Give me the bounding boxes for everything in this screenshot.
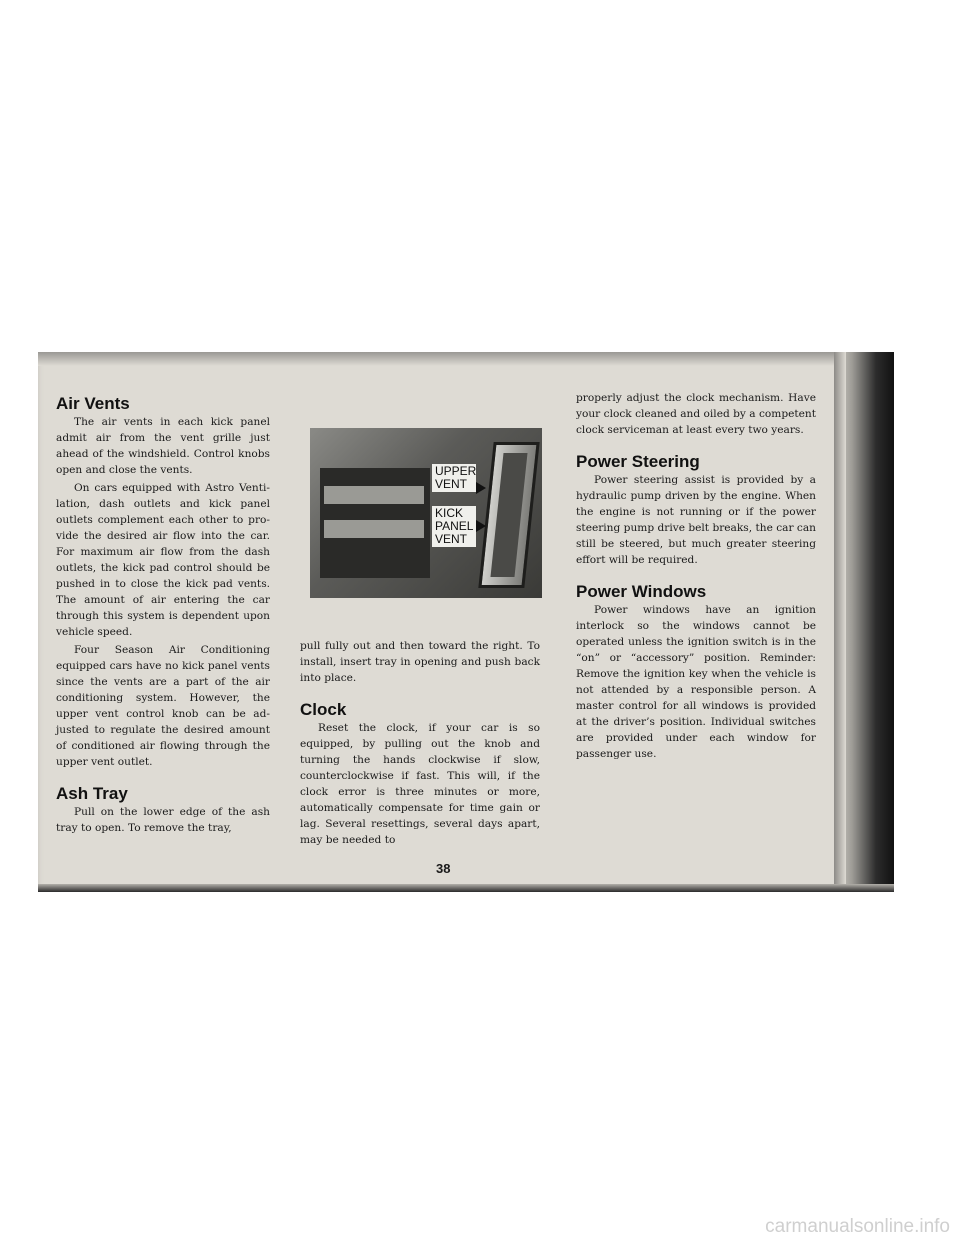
arrow-kick-panel-icon [476,520,486,532]
paragraph-air-vents-3: Four Season Air Conditioning equipped cars have no kick panel vents since the vents are a part of the air conditioning system. However, the upper vent control knob can be adjusted to regulate the desired amount of conditioned air flowing through the upper vent outlet. [56,644,270,768]
vent-photo [310,428,542,598]
paragraph-ash-tray-1: Pull on the lower edge of the ash tray to open. To remove the tray, [56,806,270,834]
page-number: 38 [436,861,451,876]
column-middle [300,638,540,850]
label-kick-panel-vent: KICK PANEL VENT [432,506,476,547]
paragraph-power-windows: Power windows have an ignition interlock so the windows cannot be operated unless the ignition switch is in the “on” or “accessory” position. Reminder: Remove the ignition key when the vehicle is not attended by a responsible person. A master control for all windows is provided at the driver’s position. Individual switches are provided under each window for passenger use. [576,604,816,760]
heading-ash-tray: Ash Tray [56,784,128,803]
column-right [576,390,816,764]
vent-grille [478,442,539,588]
page-top-shadow [38,352,894,366]
label-upper-vent: UPPER VENT [432,464,476,492]
heading-clock: Clock [300,700,347,719]
paragraph-clock-2: properly adjust the clock mechanism. Have your clock cleaned and oiled by a competent clock serviceman at least every two years. [576,392,816,436]
paragraph-air-vents-2: On cars equipped with Astro Ventilation, dash outlets and kick panel outlets complement each other to provide the desired air flow into the car. For maximum air flow from the dash outlets, the kick pad control should be pushed in to close the kick pad vents. The amount of air entering the car through this system is dependent upon vehicle speed. [56,482,270,638]
heading-air-vents: Air Vents [56,394,130,413]
manual-page [38,352,894,892]
kick-panel-vent-knob [324,520,424,538]
paragraph-clock-1: Reset the clock, if your car is so equipped, by pulling out the knob and turning the hands clockwise if slow, counterclockwise if fast. This will, if the clock error is three minutes or more, automatically compensate for time gain or lag. Several resettings, several days apart, may be needed to [300,722,540,846]
paragraph-power-steering: Power steering assist is provided by a hydraulic pump driven by the engine. When the engine is not running or if the power steering pump drive belt breaks, the car can still be steered, but much greater steering effort will be required. [576,474,816,566]
upper-vent-knob [324,486,424,504]
paragraph-air-vents-1: The air vents in each kick panel admit air from the vent grille just ahead of the windshield. Control knobs open and close the vents. [56,416,270,476]
book-binding [834,352,894,892]
column-left [56,396,270,838]
watermark: carmanualsonline.info [765,1216,950,1237]
heading-power-steering: Power Steering [576,452,700,471]
paragraph-ash-tray-2: pull fully out and then toward the right. To install, insert tray in opening and push back into place. [300,640,540,684]
arrow-upper-vent-icon [476,482,486,494]
page-bottom-edge [38,884,894,892]
heading-power-windows: Power Windows [576,582,707,601]
